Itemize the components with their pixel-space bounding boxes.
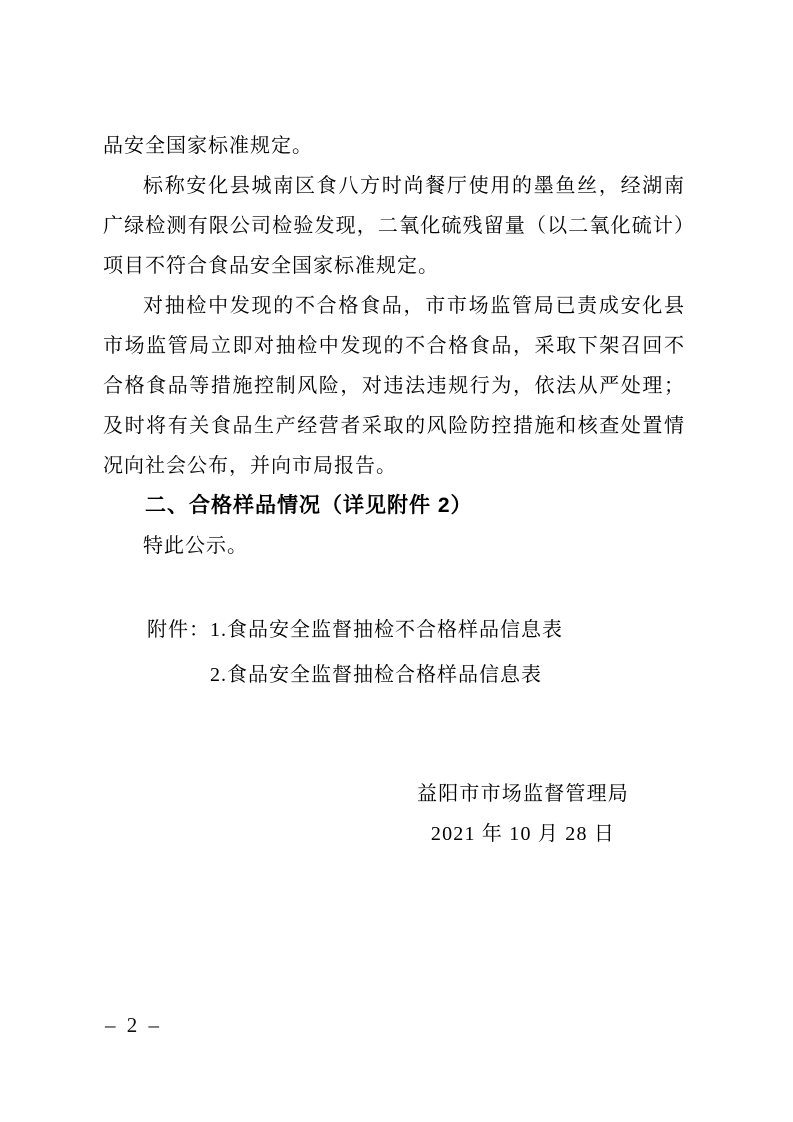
paragraph-continuation: 品安全国家标准规定。 [103,135,313,157]
attachments-block [103,608,685,698]
signature-block [417,774,629,854]
document-body [103,126,685,854]
section-heading-qualified-samples: 二、合格样品情况（详见附件 2） [145,494,473,517]
paragraph-cuttlefish-finding: 标称安化县城南区食八方时尚餐厅使用的墨鱼丝，经湖南广绿检测有限公司检验发现，二氧化硫残留量（以二氧化硫计）项目不符合食品安全国家标准规定。 [103,175,685,277]
attachments-list [210,608,563,698]
issuing-organization: 益阳市市场监督管理局 [417,783,629,805]
page-number: – 2 – [105,1013,162,1037]
attachments-label: 附件： [147,619,210,641]
attachment-item-unqualified-table: 1.食品安全监督抽检不合格样品信息表 [210,619,563,641]
attachment-item-qualified-table: 2.食品安全监督抽检合格样品信息表 [210,664,542,686]
issue-date: 2021 年 10 月 28 日 [430,823,616,845]
paragraph-control-measures: 对抽检中发现的不合格食品，市市场监管局已责成安化县市场监管局立即对抽检中发现的不合格食品，采取下架召回不合格食品等措施控制风险，对违法违规行为，依法从严处理；及时将有关食品生产经营者采取的风险防控措施和核查处置情况向社会公布，并向市局报告。 [103,295,685,477]
paragraph-closing-announcement: 特此公示。 [143,535,248,557]
